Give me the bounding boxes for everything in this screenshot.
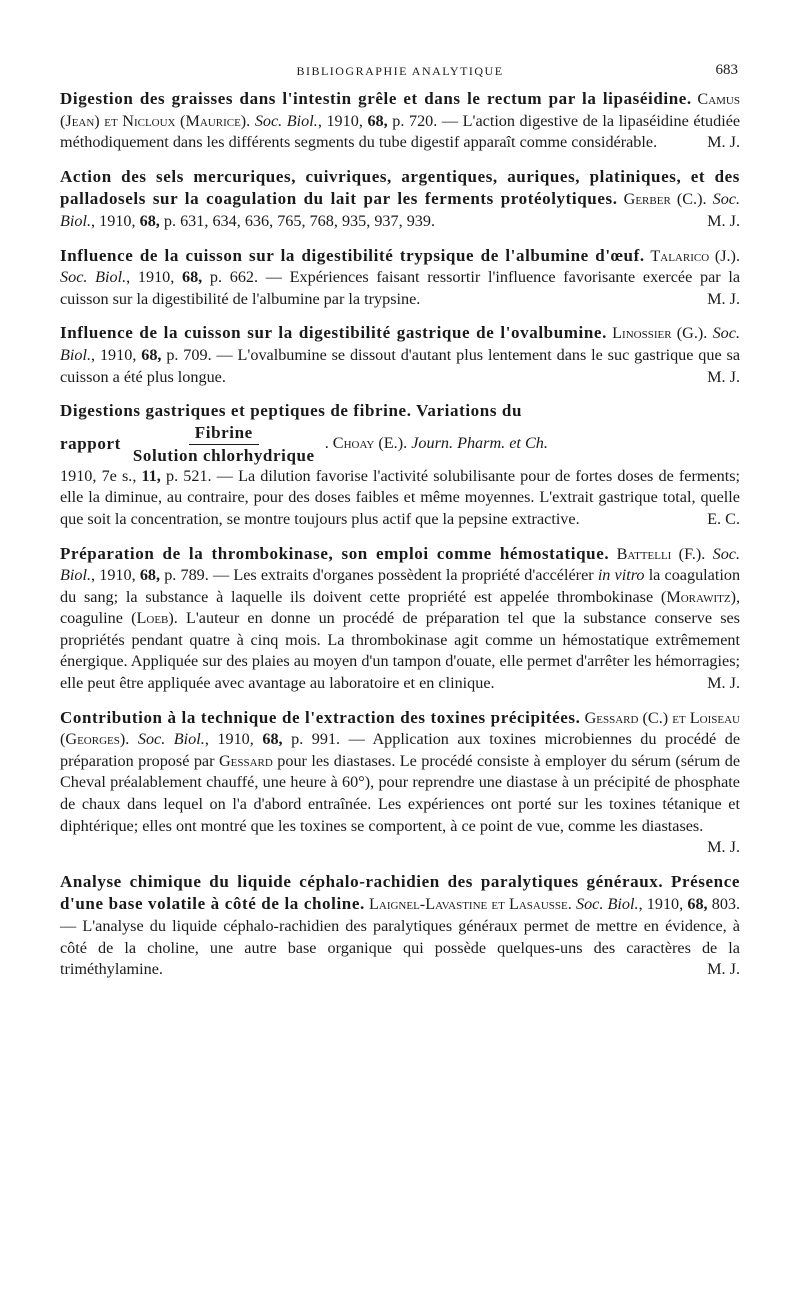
entry-abstract: — L'ovalbumine se dissout d'autant plus lentement dans le suc gastrique que sa cuisson a été plus longue. [60,345,741,386]
entry-volume: 11, [141,466,161,485]
entry-abstract: ), coaguline ( [60,587,740,628]
entry-volume: 68, [139,566,161,585]
entry-pages: p. 662. [209,268,259,287]
bibliography-entry: Digestion des graisses dans l'intestin grêle et dans le rectum par la lipaséidine. Camus (Jean) et Nicloux (Maurice). Soc. Biol., 1910, 68, p. 720. — L'action digestive de la lipaséidine étudiée méthodiquement dans les différents segments du tube digestif apparaît comme considérable. M. J. [60,88,740,154]
entry-abstract: — Application aux toxines microbiennes du procédé de préparation proposé par [60,730,741,770]
entry-volume: 68, [262,730,283,749]
bibliography-entry: Influence de la cuisson sur la digestibilité gastrique de l'ovalbumine. Linossier (G.). Soc. Biol., 1910, 68, p. 709. — L'ovalbumine se dissout d'autant plus lentement dans le suc gastrique que sa cuisson a été plus longue. M. J. [60,322,740,388]
entry-signature: M. J. [707,211,740,230]
entry-journal: Soc. Biol. [575,895,639,914]
bibliography-entry: Contribution à la technique de l'extraction des toxines précipitées. Gessard (C.) et Loiseau (Georges). Soc. Biol., 1910, 68, p. 991. — Application aux toxines microbiennes du procédé de préparation proposé par Gessard pour les diastases. Le procédé consiste à employer du sérum (sérum de Cheval préalablement chauffé, une heure à 60°), pour reprendre une diastase à un précipité de phosphate de chaux dans lequel on l'a d'abord entraînée. Les expériences ont porté sur les toxines tétanique et diphtérique; elles ont montré que les toxines se comportent, à ce point de vue, comme les diastases. M. J. [60,707,740,859]
entry-authors: Gerber (C.). [623,190,707,209]
entry-series: 7e s., [101,466,137,485]
entry-volume: 68, [367,111,388,130]
running-head [60,58,740,88]
entry-abstract: pour les diastases. Le procédé consiste à employer du sérum (sérum de Cheval préalablement chauffé, une heure à 60°), pour reprendre une diastase à un précipité de phosphate de chaux dans lequel on l'a d'abord entraînée. Les expériences ont porté sur les toxines tétanique et diphtérique; elles ont montré que les toxines se comportent, à ce point de vue, comme les diastases. [60,751,741,835]
entry-pages: p. 631, 634, 636, 765, 768, 935, 937, 939. [163,211,436,230]
entry-signature: M. J. [707,960,740,979]
entry-authors: Linossier (G.). [612,324,708,343]
entry-title: Analyse chimique du liquide céphalo-rachidien des paralytiques généraux. Présence d'une base volatile à côté de la choline. [60,871,740,914]
entry-authors: Camus (Jean) et Nicloux (Maurice). [60,90,740,130]
bibliography-entry: Influence de la cuisson sur la digestibilité trypsique de l'albumine d'œuf. Talarico (J.). Soc. Biol., 1910, 68, p. 662. — Expériences faisant ressortir l'influence favorisante exercée par la cuisson sur la digestibilité de l'albumine par la trypsine. M. J. [60,245,740,311]
entry-authors: Gessard (C.) et Loiseau (Georges). [60,708,740,749]
cited-author: Loeb [136,609,169,628]
entry-abstract: — Expériences faisant ressortir l'influence favorisante exercée par la cuisson sur la digestibilité de l'albumine par la trypsine. [60,268,741,308]
entry-title: Influence de la cuisson sur la digestibilité trypsique de l'albumine d'œuf. [60,245,645,265]
entry-pages: p. 709. [166,345,212,364]
entry-journal: Soc. Biol. [60,324,740,364]
entry-authors: Talarico (J.). [650,246,740,265]
entry-journal: Journ. Pharm. et Ch. [411,434,548,453]
entry-journal: Soc. Biol. [137,730,205,749]
bibliography-entry: Analyse chimique du liquide céphalo-rachidien des paralytiques généraux. Présence d'une base volatile à côté de la choline. Laignel-Lavastine et Lasausse. Soc. Biol., 1910, 68, 803. — L'analyse du liquide céphalo-rachidien des paralytiques généraux permet de mettre en évidence, à côté de la choline, une autre base organique qui possède quelques-uns des caractères de la triméthylamine. M. J. [60,871,740,981]
entry-title: Action des sels mercuriques, cuivriques, argentiques, auriques, platiniques, et des palladosels sur la coagulation du lait par les ferments protéolytiques. [60,166,740,209]
entry-pages: p. 720. [392,111,438,130]
entry-journal: Soc. Biol. [254,111,318,130]
entry-abstract: — L'analyse du liquide céphalo-rachidien des paralytiques généraux permet de mettre en évidence, à côté de la choline, une autre base organique qui possède quelques-uns des caractères de la triméthylamine. [60,917,740,979]
entry-year: 1910, [326,111,363,130]
entry-pages: p. 521. [166,466,212,485]
entry-volume: 68, [139,211,160,230]
entry-signature: E. C. [707,509,740,528]
entry-title: Contribution à la technique de l'extraction des toxines précipitées. [60,707,581,727]
page-number: 683 [715,62,738,78]
entry-volume: 68, [181,268,203,287]
entry-year: 1910, [99,345,137,364]
entry-year: 1910, [60,466,97,485]
ratio-numerator: Fibrine [189,423,259,445]
entry-abstract: — La dilution favorise l'activité solubilisante pour de fortes doses de ferments; elle la diminue, au contraire, pour des doses faibles et même moyennes. L'extrait gastrique total, quelle que soit la concentration, se montre toujours plus actif que la pepsine extractive. [60,466,741,528]
entry-year: 1910, [99,211,136,230]
entry-signature: M. J. [707,289,740,308]
entry-pages: p. 789. [164,566,209,585]
entry-pages: 803. [711,895,741,914]
running-title: BIBLIOGRAPHIE ANALYTIQUE [296,64,504,78]
entry-volume: 68, [687,895,708,914]
entry-authors: Choay (E.). [332,434,408,453]
entry-title: Digestion des graisses dans l'intestin grêle et dans le rectum par la lipaséidine. [60,89,692,108]
bibliography-entry [60,400,740,530]
entry-year: 1910, [646,895,684,914]
cited-author: Morawitz [666,587,731,606]
entry-journal: Soc. Biol. [60,190,741,230]
entry-signature: M. J. [707,367,740,386]
entry-abstract: la coagulation du sang; la substance à laquelle ils doivent cette propriété est appelée thrombokinase ( [60,566,741,606]
ratio-prefix: rapport [60,434,121,454]
entry-volume: 68, [141,345,162,364]
entry-year: 1910, [217,730,254,749]
ratio-denominator: Solution chlorhydrique [132,445,315,465]
bibliography-entry: Préparation de la thrombokinase, son emploi comme hémostatique. Battelli (F.). Soc. Biol., 1910, 68, p. 789. — Les extraits d'organes possèdent la propriété d'accélérer in vitro la coagulation du sang; la substance à laquelle ils doivent cette propriété est appelée thrombokinase (Morawitz), coaguline (Loeb). L'auteur en donne un procédé de préparation tel que la substance conserve ses propriétés pendant quatre à cinq mois. La thrombokinase agit comme un hémostatique extrêmement énergique. Appliquée sur des plaies au moyen d'un tampon d'ouate, elle permet d'arrêter les hémorragies; elle peut être appliquée avec avantage au laboratoire et en clinique. M. J. [60,543,740,695]
entry-signature: M. J. [707,838,740,857]
ratio-line [60,423,740,466]
entry-signature: M. J. [707,674,740,693]
entry-signature: M. J. [707,133,740,152]
entry-abstract: — L'action digestive de la lipaséidine étudiée méthodiquement dans les différents segments du tube digestif apparaît comme considérable. [60,111,741,152]
entry-abstract: ). L'auteur en donne un procédé de préparation tel que la substance conserve ses propriétés pendant quatre à cinq mois. La thrombokinase agit comme un hémostatique extrêmement énergique. Appliquée sur des plaies au moyen d'un tampon d'ouate, elle permet d'arrêter les hémorragies; elle peut être appliquée avec avantage au laboratoire et en clinique. [60,609,740,693]
cited-author: Gessard [218,751,273,770]
entry-title: Préparation de la thrombokinase, son emploi comme hémostatique. [60,543,610,563]
entry-journal: Soc. Biol. [60,268,127,287]
entry-title: Influence de la cuisson sur la digestibilité gastrique de l'ovalbumine. [60,323,607,343]
entry-authors: Laignel-Lavastine et Lasausse. [368,895,572,914]
entry-year: 1910, [99,566,136,585]
entry-abstract-emphasis: in vitro [597,566,645,585]
entry-journal: Soc. Biol. [60,544,741,585]
ratio-tail: . [324,434,329,453]
entry-year: 1910, [137,268,175,287]
journal-page [60,58,740,993]
entry-abstract: — Les extraits d'organes possèdent la propriété d'accélérer [212,566,594,585]
entry-authors: Battelli (F.). [616,544,706,563]
ratio-fraction [133,423,315,466]
entry-title: Digestions gastriques et peptiques de fibrine. Variations du [60,401,522,421]
entry-pages: p. 991. [291,730,341,749]
bibliography-entry: Action des sels mercuriques, cuivriques, argentiques, auriques, platiniques, et des palladosels sur la coagulation du lait par les ferments protéolytiques. Gerber (C.). Soc. Biol., 1910, 68, p. 631, 634, 636, 765, 768, 935, 937, 939. M. J. [60,166,740,233]
